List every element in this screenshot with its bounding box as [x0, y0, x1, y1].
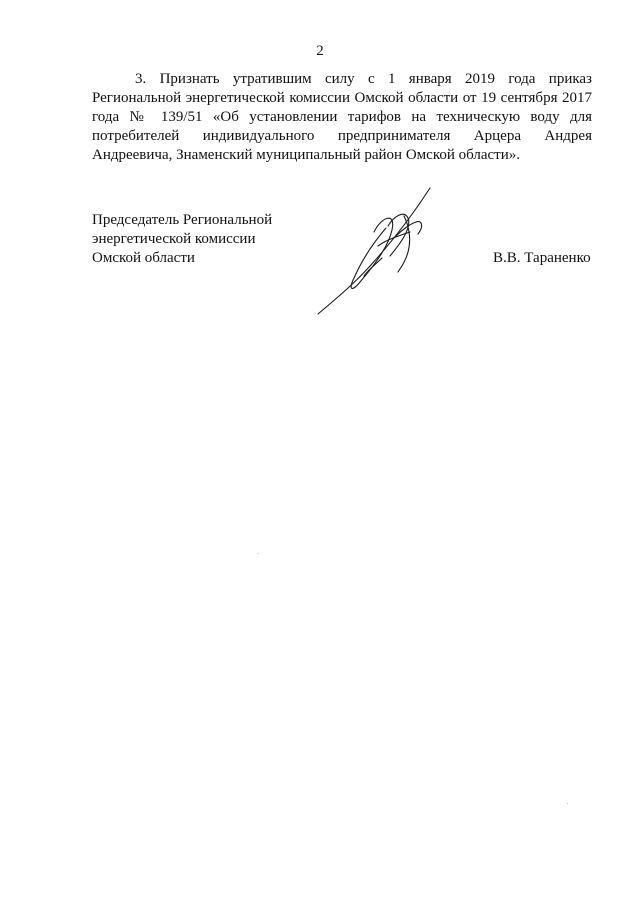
- signatory-position-line: Омской области: [92, 250, 195, 266]
- signatory-position-line: Председатель Региональной: [92, 212, 273, 228]
- scan-speck: [258, 553, 259, 554]
- signatory-position-line: энергетической комиссии: [92, 231, 256, 247]
- paragraph-line: года № 139/51 «Об установлении тарифов на техническую воду для: [92, 109, 592, 125]
- signatory-name: В.В. Тараненко: [493, 250, 591, 266]
- paragraph-line: потребителей индивидуального предпринимателя Арцера Андрея: [92, 128, 592, 144]
- paragraph-line: Региональной энергетической комиссии Омской области от 19 сентября 2017: [92, 90, 592, 106]
- paragraph-line: Андреевича, Знаменский муниципальный район Омской области».: [92, 147, 521, 163]
- signatory-position: [92, 211, 272, 268]
- handwritten-signature: [312, 186, 442, 316]
- body-paragraph: [92, 70, 592, 165]
- page-number: 2: [316, 43, 324, 59]
- paragraph-line: 3. Признать утратившим силу с 1 января 2019 года приказ: [135, 71, 592, 87]
- scan-speck: [567, 803, 568, 804]
